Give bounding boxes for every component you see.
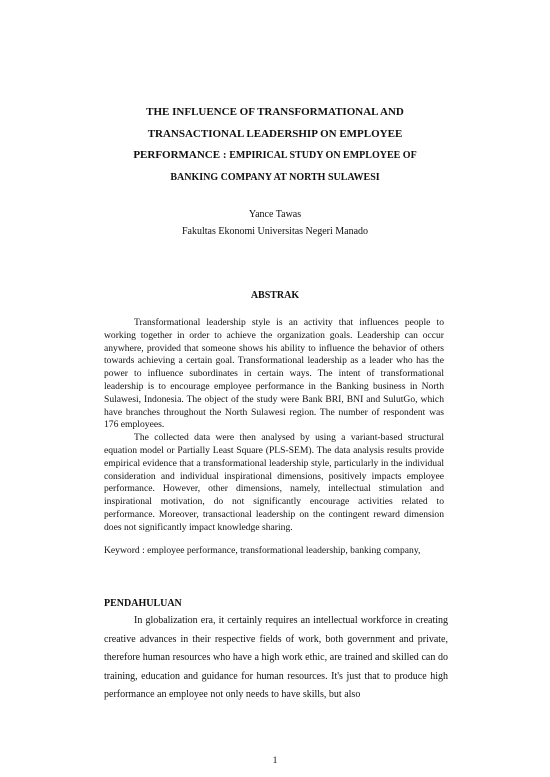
section-heading-introduction: PENDAHULUAN <box>104 598 182 609</box>
abstract-paragraph-1: Transformational leadership style is an activity that influences people to working together in order to achieve the organization goals. Leadership can occur anywhere, provided that someone shows his ability to influence the behavior of others towards achieving a certain goal. Transformational leadership as a leader who has the power to influence subordinates in certain ways. The intent of transformational leadership is to encourage employee performance in the Banking business in North Sulawesi, Indonesia. The object of the study were Bank BRI, BNI and SulutGo, which have branches throughout the North Sulawesi region. The number of respondent was 176 employees. <box>104 317 444 431</box>
abstract-heading: ABSTRAK <box>250 290 300 301</box>
title-line-4: BANKING COMPANY AT NORTH SULAWESI <box>170 171 380 183</box>
abstract-paragraph-2: The collected data were then analysed by using a variant-based structural equation model or Partially Least Square (PLS-SEM). The data analysis results provide empirical evidence that a transformational leadership style, particularly in the individual consideration and individual inspirational dimensions, positively impacts employee performance. However, other dimensions, namely, intellectual stimulation and inspirational motivation, do not significantly encourage activities related to performance. Moreover, transactional leadership on the contingent reward dimension does not significantly impact knowledge sharing. <box>104 432 444 533</box>
author-affiliation: Fakultas Ekonomi Universitas Negeri Manado <box>181 226 369 237</box>
title-line-1: THE INFLUENCE OF TRANSFORMATIONAL AND <box>146 106 404 118</box>
keywords: Keyword : employee performance, transformational leadership, banking company, <box>104 545 421 556</box>
introduction-body <box>104 612 448 705</box>
abstract-body <box>104 317 444 535</box>
introduction-paragraph-1: In globalization era, it certainly requires an intellectual workforce in creating creative advances in their respective fields of work, both government and private, therefore human resources who have a high work ethic, are trained and skilled can do training, education and guidance for human resources. It's just that to produce high performance an employee not only needs to have skills, but also <box>104 615 448 701</box>
title-line-3 <box>100 145 450 167</box>
title-line-3-main: PERFORMANCE : <box>133 149 230 161</box>
title-line-2: TRANSACTIONAL LEADERSHIP ON EMPLOYEE <box>147 127 403 140</box>
paper-title <box>100 102 450 188</box>
title-line-3-sub: EMPIRICAL STUDY ON EMPLOYEE OF <box>229 150 417 161</box>
page-number: 1 <box>272 755 278 766</box>
author-name: Yance Tawas <box>248 209 302 220</box>
